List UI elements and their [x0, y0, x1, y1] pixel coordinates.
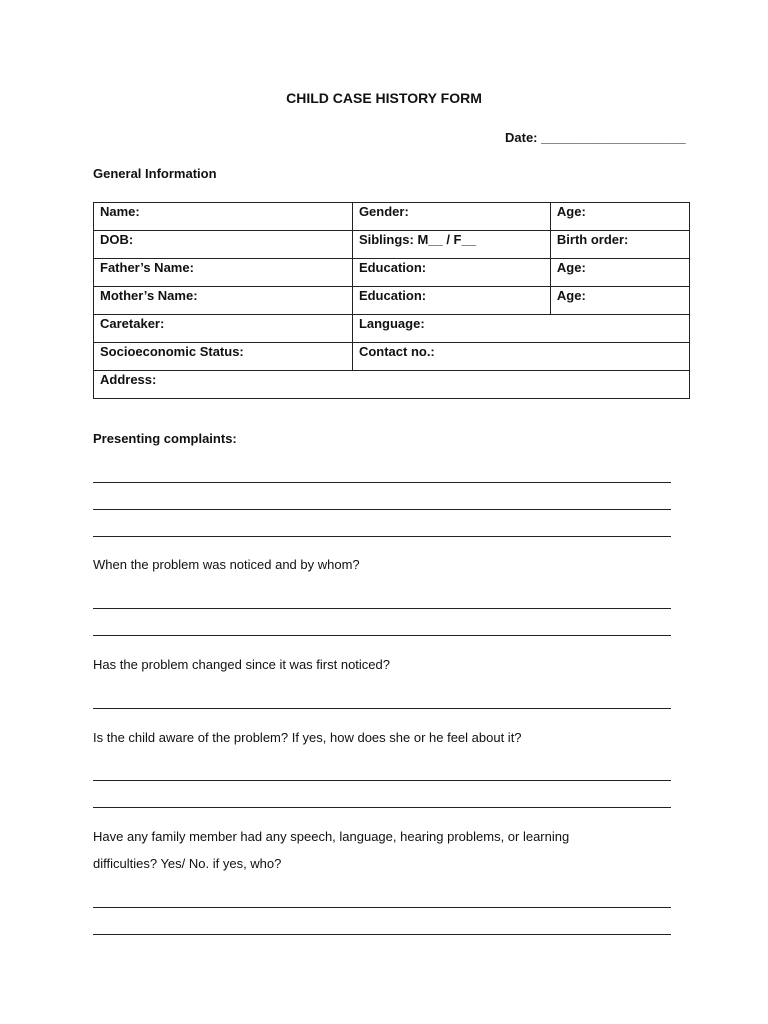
answer-line[interactable] — [93, 536, 671, 537]
answer-line[interactable] — [93, 608, 671, 609]
dob-field[interactable]: DOB: — [94, 231, 353, 259]
socioeconomic-status-field[interactable]: Socioeconomic Status: — [94, 343, 353, 371]
siblings-field[interactable]: Siblings: M__ / F__ — [352, 231, 550, 259]
table-row — [94, 287, 690, 315]
answer-line[interactable] — [93, 635, 671, 636]
mother-age-field[interactable]: Age: — [550, 287, 689, 315]
age-field[interactable]: Age: — [550, 203, 689, 231]
table-row — [94, 259, 690, 287]
answer-line[interactable] — [93, 807, 671, 808]
table-row — [94, 315, 690, 343]
answer-line[interactable] — [93, 780, 671, 781]
table-row — [94, 203, 690, 231]
section-general-information: General Information — [93, 166, 217, 181]
question-problem-changed: Has the problem changed since it was first noticed? — [93, 657, 390, 672]
address-field[interactable]: Address: — [94, 371, 690, 399]
contact-no-field[interactable]: Contact no.: — [352, 343, 689, 371]
fathers-name-field[interactable]: Father’s Name: — [94, 259, 353, 287]
name-field[interactable]: Name: — [94, 203, 353, 231]
answer-line[interactable] — [93, 509, 671, 510]
gender-field[interactable]: Gender: — [352, 203, 550, 231]
form-title: CHILD CASE HISTORY FORM — [286, 90, 482, 106]
question-when-noticed: When the problem was noticed and by whom? — [93, 557, 360, 572]
mothers-name-field[interactable]: Mother’s Name: — [94, 287, 353, 315]
language-field[interactable]: Language: — [352, 315, 689, 343]
question-child-aware: Is the child aware of the problem? If yes, how does she or he feel about it? — [93, 730, 522, 745]
father-age-field[interactable]: Age: — [550, 259, 689, 287]
table-row — [94, 231, 690, 259]
date-field[interactable]: Date: ____________________ — [505, 130, 686, 145]
father-education-field[interactable]: Education: — [352, 259, 550, 287]
answer-line[interactable] — [93, 482, 671, 483]
general-information-table — [93, 202, 690, 399]
question-family-history-continued: difficulties? Yes/ No. if yes, who? — [93, 856, 282, 871]
birth-order-field[interactable]: Birth order: — [550, 231, 689, 259]
answer-line[interactable] — [93, 907, 671, 908]
mother-education-field[interactable]: Education: — [352, 287, 550, 315]
answer-line[interactable] — [93, 708, 671, 709]
table-row — [94, 371, 690, 399]
question-family-history: Have any family member had any speech, language, hearing problems, or learning — [93, 829, 570, 844]
caretaker-field[interactable]: Caretaker: — [94, 315, 353, 343]
presenting-complaints-label: Presenting complaints: — [93, 431, 237, 446]
answer-line[interactable] — [93, 934, 671, 935]
table-row — [94, 343, 690, 371]
